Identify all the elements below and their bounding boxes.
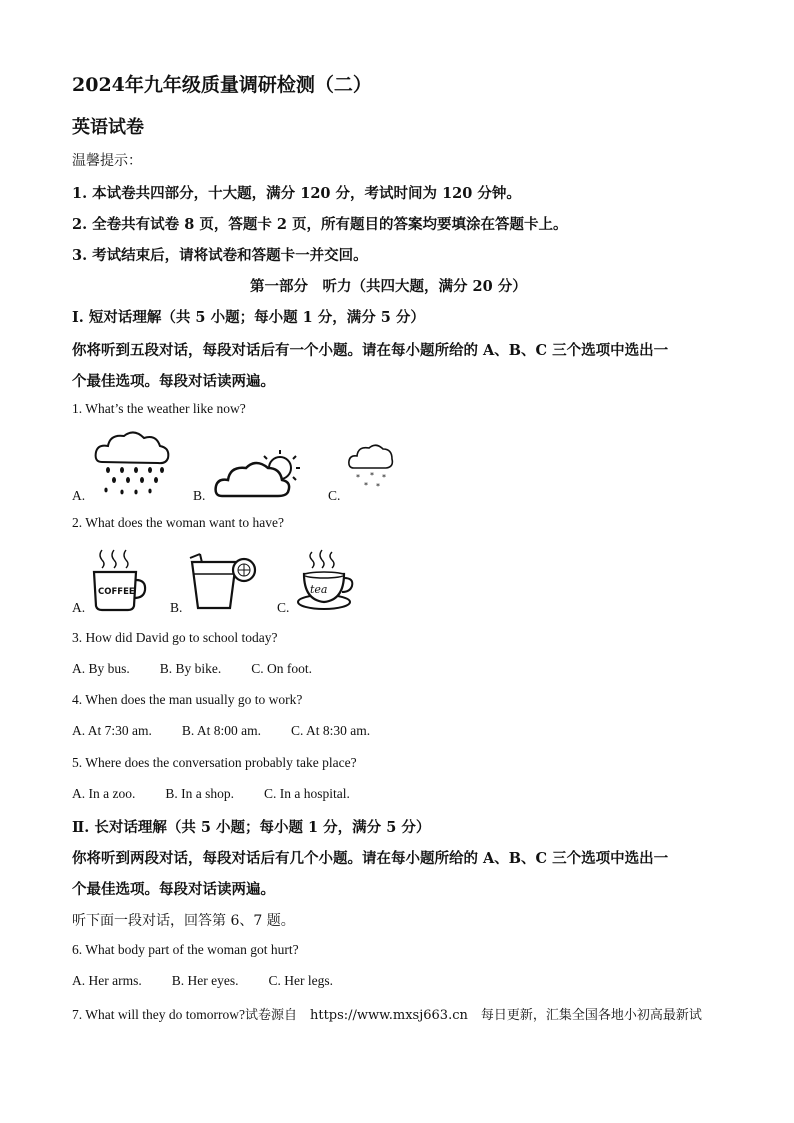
question-2: 2. What does the woman want to have?	[72, 515, 284, 530]
q6-options	[72, 973, 363, 989]
q5-option-b: B. In a shop.	[165, 786, 234, 801]
q3-option-b: B. By bike.	[159, 661, 222, 676]
source-watermark: 试卷源自 https://www.mxsj663.cn 每日更新，汇集全国各地小初高最新试	[244, 1008, 702, 1023]
sun-behind-cloud-icon	[214, 448, 306, 502]
q3-options	[72, 661, 342, 677]
svg-text:*: *	[356, 473, 360, 482]
q1-option-c-label: C.	[328, 488, 341, 503]
q2-option-c-label: C.	[277, 600, 290, 615]
svg-text:*: *	[364, 481, 368, 490]
q4-option-b: B. At 8:00 am.	[181, 723, 262, 738]
q3-option-c: C. On foot.	[251, 661, 313, 676]
question-7: 7. What will they do tomorrow?	[72, 1007, 245, 1022]
question-1: 1. What’s the weather like now?	[72, 401, 246, 416]
tip-item-3: 3. 考试结束后，请将试卷和答题卡一并交回。	[72, 247, 368, 264]
q6-option-a: A. Her arms.	[72, 973, 142, 988]
question-3: 3. How did David go to school today?	[72, 630, 278, 645]
tea-cup-icon	[296, 548, 356, 612]
q3-option-a: A. By bus.	[72, 661, 130, 676]
section1-instruction-2: 个最佳选项。每段对话读两遍。	[72, 373, 275, 390]
dialog-note: 听下面一段对话，回答第 6、7 题。	[72, 913, 295, 929]
snow-cloud-icon	[346, 440, 396, 492]
tip-item-2: 2. 全卷共有试卷 8 页，答题卡 2 页，所有题目的答案均要填涂在答题卡上。	[72, 216, 568, 233]
q1-option-a-label: A.	[72, 488, 86, 503]
q4-options	[72, 723, 400, 739]
q4-option-c: C. At 8:30 am.	[291, 723, 371, 738]
rain-cloud-icon	[92, 428, 174, 500]
section1-instruction-1: 你将听到五段对话，每段对话后有一个小题。请在每小题所给的 A、B、C 三个选项中选出一	[72, 342, 669, 359]
tea-cup-text: tea	[310, 583, 328, 596]
q1-option-b-label: B.	[193, 488, 206, 503]
part1-title: 第一部分 听力（共四大题，满分 20 分）	[250, 278, 527, 295]
section2-title: Ⅱ. 长对话理解（共 5 小题；每小题 1 分，满分 5 分）	[72, 819, 431, 836]
question-5: 5. Where does the conversation probably take place?	[72, 755, 357, 770]
juice-glass-icon	[186, 550, 258, 612]
q5-option-a: A. In a zoo.	[72, 786, 136, 801]
q5-options	[72, 786, 380, 802]
section2-instruction-1: 你将听到两段对话，每段对话后有几个小题。请在每小题所给的 A、B、C 三个选项中选出一	[72, 850, 669, 867]
tip-item-1: 1. 本试卷共四部分，十大题，满分 120 分，考试时间为 120 分钟。	[72, 185, 521, 202]
q6-option-c: C. Her legs.	[268, 973, 333, 988]
section2-instruction-2: 个最佳选项。每段对话读两遍。	[72, 881, 275, 898]
paper-subtitle: 英语试卷	[72, 117, 144, 138]
question-4: 4. When does the man usually go to work?	[72, 692, 303, 707]
q2-option-b-label: B.	[170, 600, 183, 615]
svg-text:*: *	[376, 482, 380, 491]
q4-option-a: A. At 7:30 am.	[72, 723, 152, 738]
section1-title: Ⅰ. 短对话理解（共 5 小题；每小题 1 分，满分 5 分）	[72, 309, 425, 326]
svg-text:*: *	[370, 471, 374, 480]
tips-heading: 温馨提示：	[72, 153, 142, 169]
coffee-cup-text: COFFEE	[98, 587, 135, 597]
coffee-cup-icon	[88, 548, 150, 612]
svg-text:*: *	[382, 473, 386, 482]
q5-option-c: C. In a hospital.	[263, 786, 350, 801]
q2-option-a-label: A.	[72, 600, 86, 615]
question-6: 6. What body part of the woman got hurt?	[72, 942, 299, 957]
page-title: 2024年九年级质量调研检测（二）	[72, 74, 372, 96]
question-7-row	[72, 1004, 702, 1023]
q6-option-b: B. Her eyes.	[171, 973, 239, 988]
